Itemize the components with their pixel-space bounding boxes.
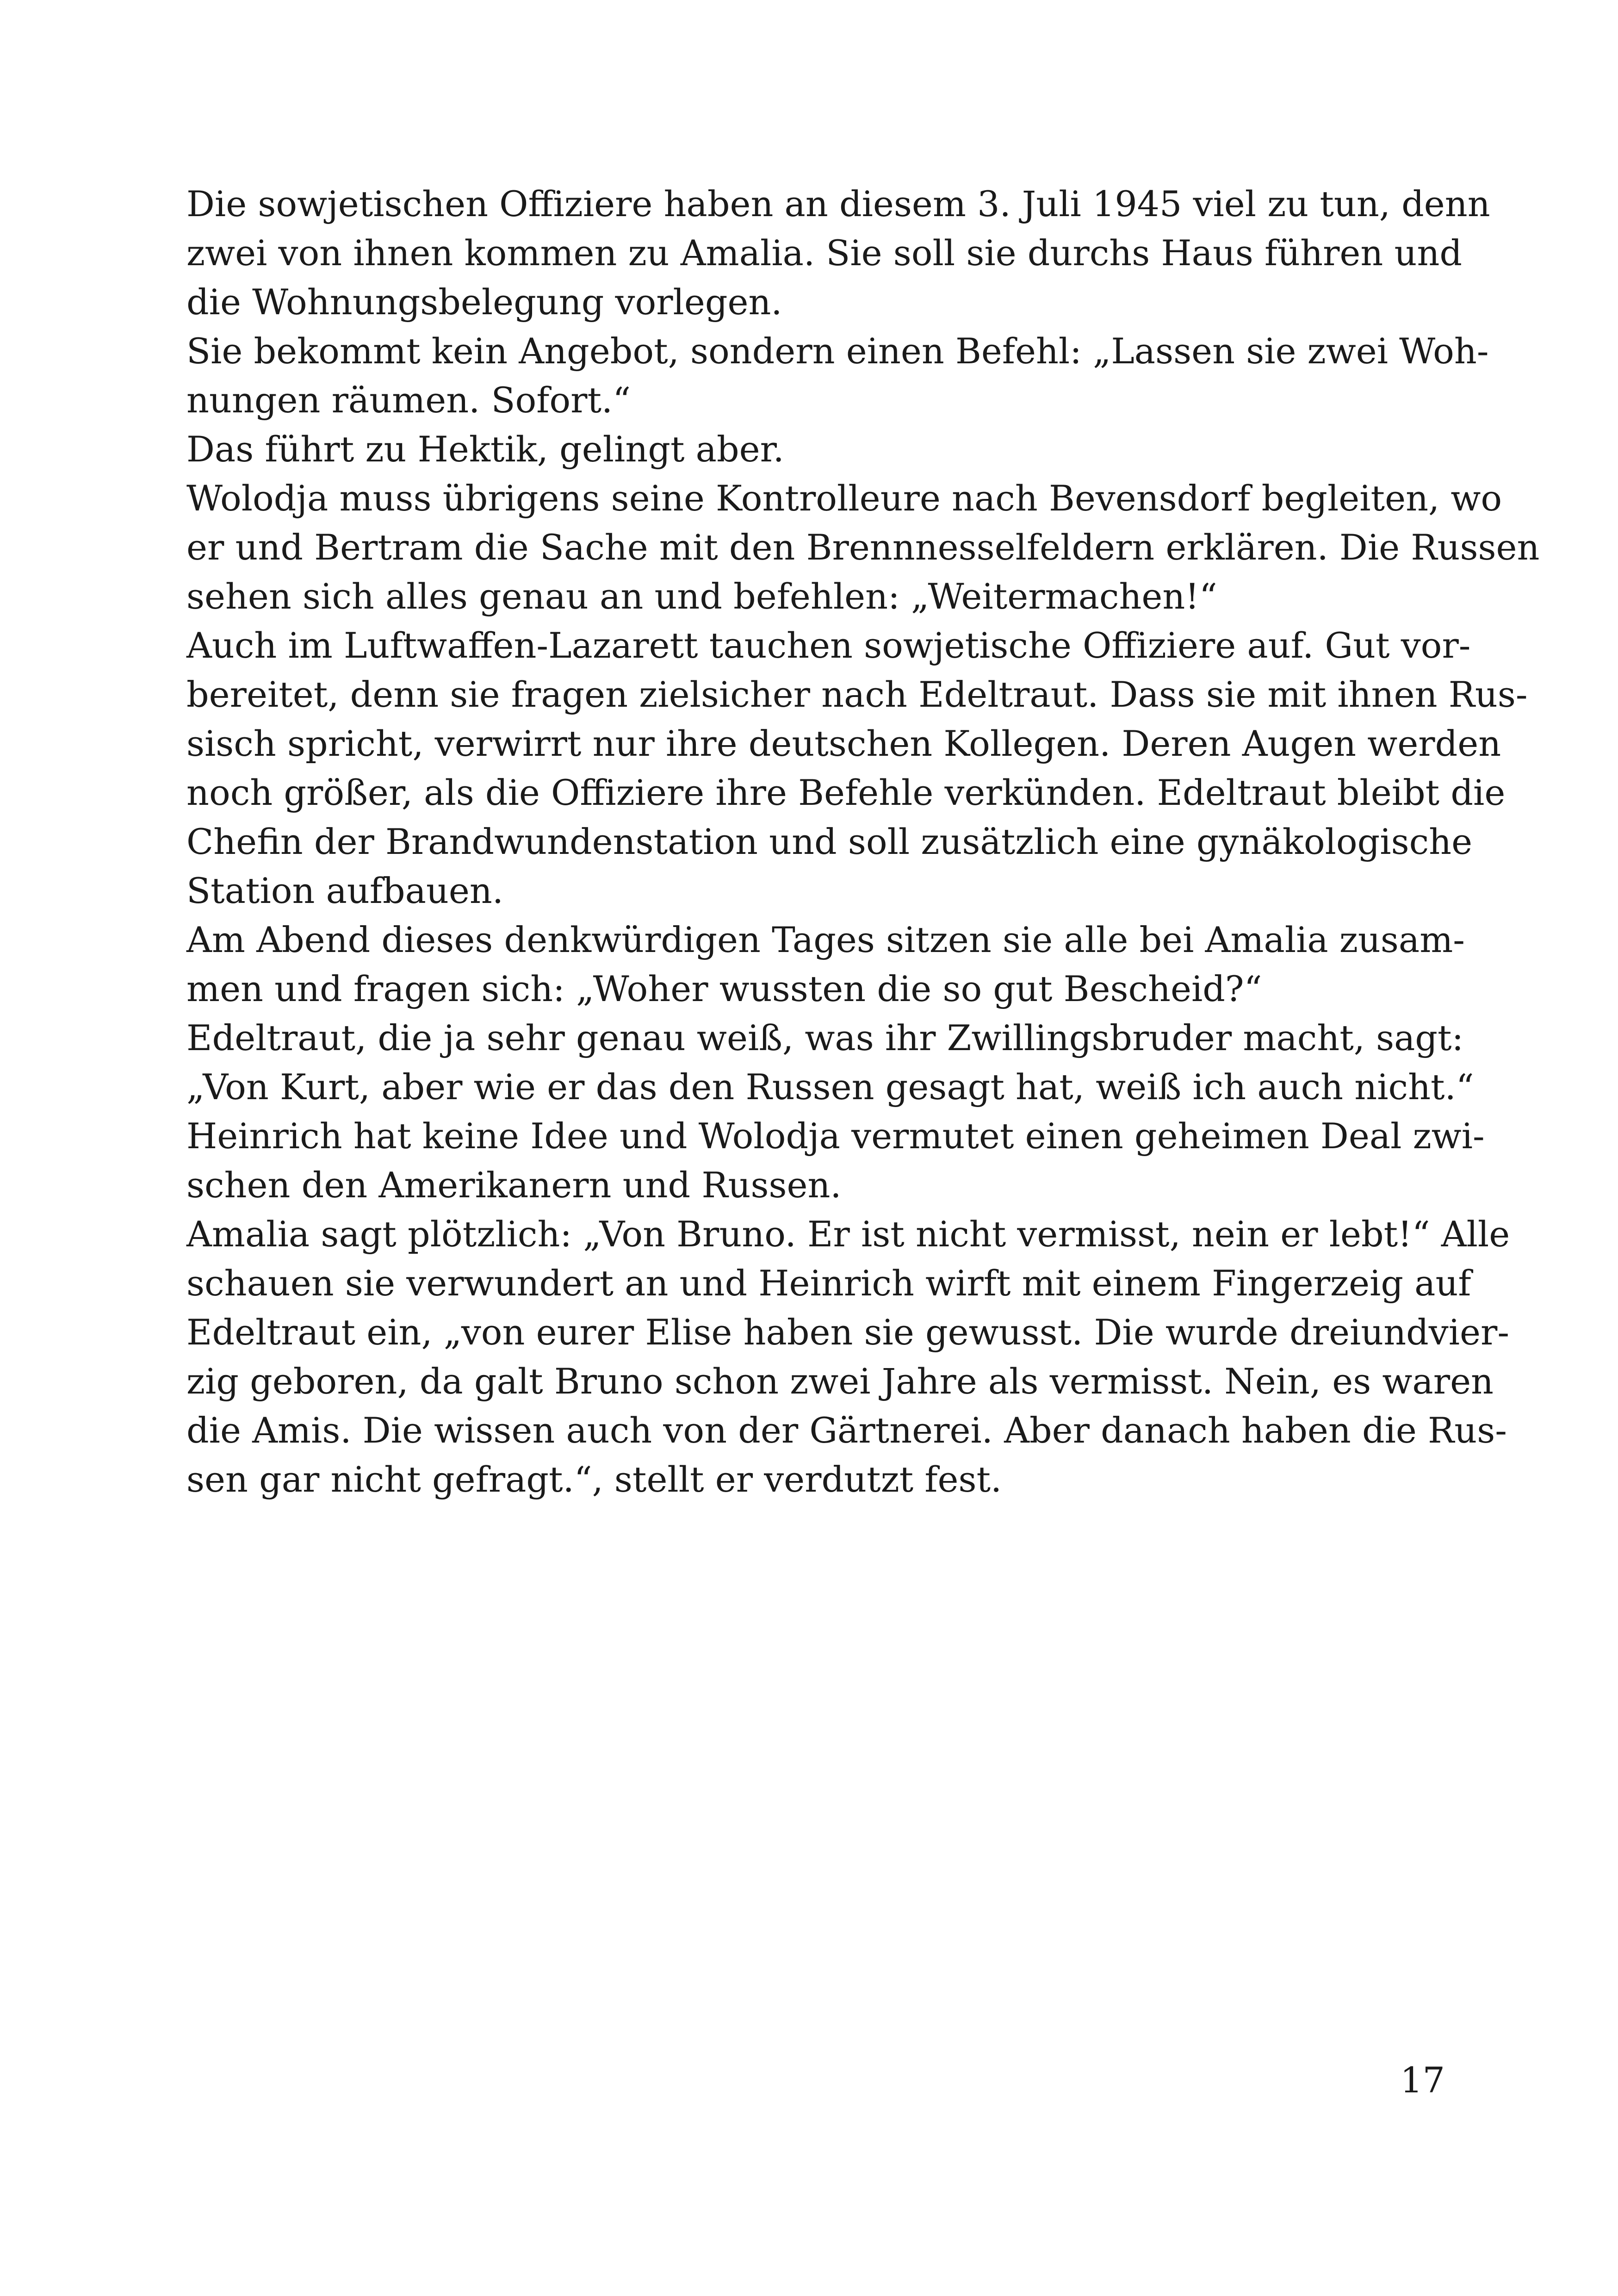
text-line: die Amis. Die wissen auch von der Gärtnerei. Aber danach haben die Rus-	[186, 1410, 1507, 1451]
text-line: schen den Amerikanern und Russen.	[186, 1164, 842, 1206]
paragraph	[186, 621, 1528, 915]
paragraph	[186, 1014, 1474, 1112]
text-line: zig geboren, da galt Bruno schon zwei Jahre als vermisst. Nein, es waren	[186, 1361, 1494, 1402]
text-line: sehen sich alles genau an und befehlen: „Weitermachen!“	[186, 576, 1217, 617]
text-line: er und Bertram die Sache mit den Brennnesselfeldern erklären. Die Russen	[186, 527, 1540, 568]
text-line: Am Abend dieses denkwürdigen Tages sitzen sie alle bei Amalia zusam-	[186, 919, 1465, 960]
text-line: sisch spricht, verwirrt nur ihre deutschen Kollegen. Deren Augen werden	[186, 723, 1501, 764]
text-line: Das führt zu Hektik, gelingt aber.	[186, 429, 784, 470]
text-line: sen gar nicht gefragt.“, stellt er verdutzt fest.	[186, 1459, 1002, 1500]
text-line: Sie bekommt kein Angebot, sondern einen Befehl: „Lassen sie zwei Woh-	[186, 330, 1489, 372]
text-line: Amalia sagt plötzlich: „Von Bruno. Er ist nicht vermisst, nein er lebt!“ Alle	[186, 1213, 1510, 1255]
text-line: die Wohnungsbelegung vorlegen.	[186, 281, 782, 323]
text-line: Auch im Luftwaffen-Lazarett tauchen sowjetische Offiziere auf. Gut vor-	[186, 625, 1471, 666]
body-text	[186, 180, 1540, 1504]
text-line: Die sowjetischen Offiziere haben an diesem 3. Juli 1945 viel zu tun, denn	[186, 183, 1490, 224]
page-number: 17	[1400, 2060, 1445, 2101]
text-line: bereitet, denn sie fragen zielsicher nach Edeltraut. Dass sie mit ihnen Rus-	[186, 674, 1528, 715]
paragraph	[186, 1112, 1485, 1210]
text-line: Edeltraut ein, „von eurer Elise haben sie gewusst. Die wurde dreiundvier-	[186, 1312, 1510, 1353]
text-line: Edeltraut, die ja sehr genau weiß, was ihr Zwillingsbruder macht, sagt:	[186, 1017, 1464, 1058]
paragraph	[186, 425, 1445, 474]
text-line: nungen räumen. Sofort.“	[186, 380, 631, 421]
text-line: Station aufbauen.	[186, 870, 504, 911]
paragraph	[186, 327, 1489, 425]
text-line: Heinrich hat keine Idee und Wolodja vermutet einen geheimen Deal zwi-	[186, 1115, 1485, 1157]
paragraph	[186, 474, 1540, 621]
text-line: men und fragen sich: „Woher wussten die so gut Bescheid?“	[186, 968, 1262, 1009]
text-line: noch größer, als die Offiziere ihre Befehle verkünden. Edeltraut bleibt die	[186, 772, 1506, 813]
paragraph	[186, 1210, 1510, 1504]
text-line: zwei von ihnen kommen zu Amalia. Sie soll sie durchs Haus führen und	[186, 232, 1463, 274]
text-line: schauen sie verwundert an und Heinrich wirft mit einem Fingerzeig auf	[186, 1263, 1471, 1304]
text-line: Chefin der Brandwundenstation und soll zusätzlich eine gynäkologische	[186, 821, 1473, 862]
text-line: „Von Kurt, aber wie er das den Russen gesagt hat, weiß ich auch nicht.“	[186, 1066, 1474, 1108]
text-line: Wolodja muss übrigens seine Kontrolleure nach Bevensdorf begleiten, wo	[186, 478, 1502, 519]
paragraph	[186, 180, 1490, 327]
paragraph	[186, 915, 1465, 1014]
